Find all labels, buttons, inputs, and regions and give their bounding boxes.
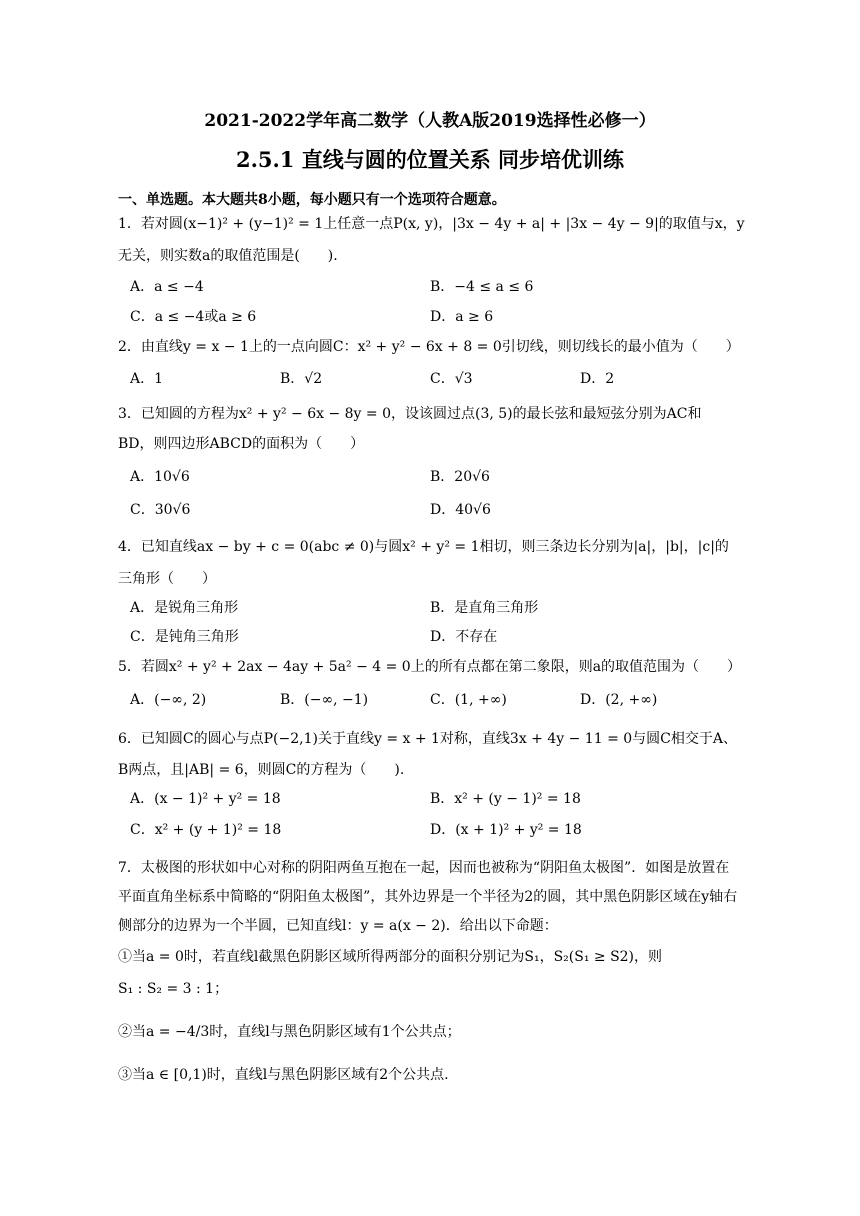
q3-option-c: C．30√6 — [130, 502, 191, 518]
question-6-stem-cont: B两点，且|AB| = 6，则圆C的方程为（ ). — [118, 762, 405, 778]
question-2-stem: 2．由直线y = x − 1上的一点向圆C：x² + y² − 6x + 8 = 0引切线，则切线长的最小值为（ ） — [118, 339, 740, 355]
lesson-title: 2.5.1 直线与圆的位置关系 同步培优训练 — [235, 147, 625, 172]
question-6-stem: 6．已知圆C的圆心与点P(−2,1)关于直线y = x + 1对称，直线3x + 4y − 11 = 0与圆C相交于A、 — [118, 731, 737, 747]
q6-option-c: C．x² + (y + 1)² = 18 — [130, 822, 282, 838]
question-7-stem: 7．太极图的形状如中心对称的阴阳两鱼互抱在一起，因而也被称为“阴阳鱼太极图”．如图是放置在平面直角坐标系中简略的“阴阳鱼太极图”，其外边界是一个半径为2的圆，其中黑色阴影区域在y轴右侧部分的边界为一个半圆，已知直线l：y = a(x − 2)．给出以下命题： — [118, 860, 738, 934]
q1-option-d: D．a ≥ 6 — [430, 309, 494, 325]
q1-option-a: A．a ≤ −4 — [130, 279, 204, 295]
question-1-stem: 1．若对圆(x−1)² + (y−1)² = 1上任意一点P(x, y)，|3x − 4y + a| + |3x − 4y − 9|的取值与x，y — [118, 216, 745, 232]
q1-option-b: B．−4 ≤ a ≤ 6 — [430, 279, 534, 295]
q5-option-a: A．(−∞, 2) — [130, 692, 207, 708]
q5-option-b: B．(−∞, −1) — [280, 692, 369, 708]
q2-option-d: D．2 — [580, 371, 615, 387]
q1-option-c: C．a ≤ −4或a ≥ 6 — [130, 309, 257, 325]
q7-statement-1: ①当a = 0时，若直线l截黑色阴影区域所得两部分的面积分别记为S₁，S₂(S₁ ≥ S2)，则 — [118, 949, 663, 965]
question-1-stem-cont: 无关，则实数a的取值范围是( ). — [118, 248, 338, 264]
q7-statement-3: ③当a ∈ [0,1)时，直线l与黑色阴影区域有2个公共点. — [118, 1067, 449, 1083]
q5-option-d: D．(2, +∞) — [580, 692, 658, 708]
question-3-stem-cont: BD，则四边形ABCD的面积为（ ） — [118, 436, 365, 452]
q2-option-a: A．1 — [130, 371, 164, 387]
question-5-stem: 5．若圆x² + y² + 2ax − 4ay + 5a² − 4 = 0上的所有点都在第二象限，则a的取值范围为（ ） — [118, 659, 742, 675]
q3-option-d: D．40√6 — [430, 502, 491, 518]
q6-option-a: A．(x − 1)² + y² = 18 — [130, 791, 281, 807]
q6-option-b: B．x² + (y − 1)² = 18 — [430, 791, 581, 807]
q6-option-d: D．(x + 1)² + y² = 18 — [430, 822, 582, 838]
q4-option-c: C．是钝角三角形 — [130, 629, 239, 645]
q4-option-b: B．是直角三角形 — [430, 600, 539, 616]
q5-option-c: C．(1, +∞) — [430, 692, 507, 708]
question-4-stem-cont: 三角形（ ） — [118, 571, 216, 587]
q3-option-b: B．20√6 — [430, 469, 490, 485]
q2-option-c: C．√3 — [430, 371, 473, 387]
document-title: 2021-2022学年高二数学（人教A版2019选择性必修一） — [204, 111, 656, 131]
question-3-stem: 3．已知圆的方程为x² + y² − 6x − 8y = 0，设该圆过点(3, 5)的最长弦和最短弦分别为AC和 — [118, 406, 702, 422]
q4-option-d: D．不存在 — [430, 629, 498, 645]
q2-option-b: B．√2 — [280, 371, 323, 387]
q7-statement-1-cont: S₁ : S₂ = 3 : 1； — [118, 981, 229, 997]
q4-option-a: A．是锐角三角形 — [130, 600, 239, 616]
q3-option-a: A．10√6 — [130, 469, 190, 485]
section-heading: 一、单选题。本大题共8小题，每小题只有一个选项符合题意。 — [118, 192, 506, 208]
q7-statement-2: ②当a = −4/3时，直线l与黑色阴影区域有1个公共点； — [118, 1024, 461, 1040]
question-4-stem: 4．已知直线ax − by + c = 0(abc ≠ 0)与圆x² + y² = 1相切，则三条边长分别为|a|，|b|，|c|的 — [118, 539, 729, 555]
